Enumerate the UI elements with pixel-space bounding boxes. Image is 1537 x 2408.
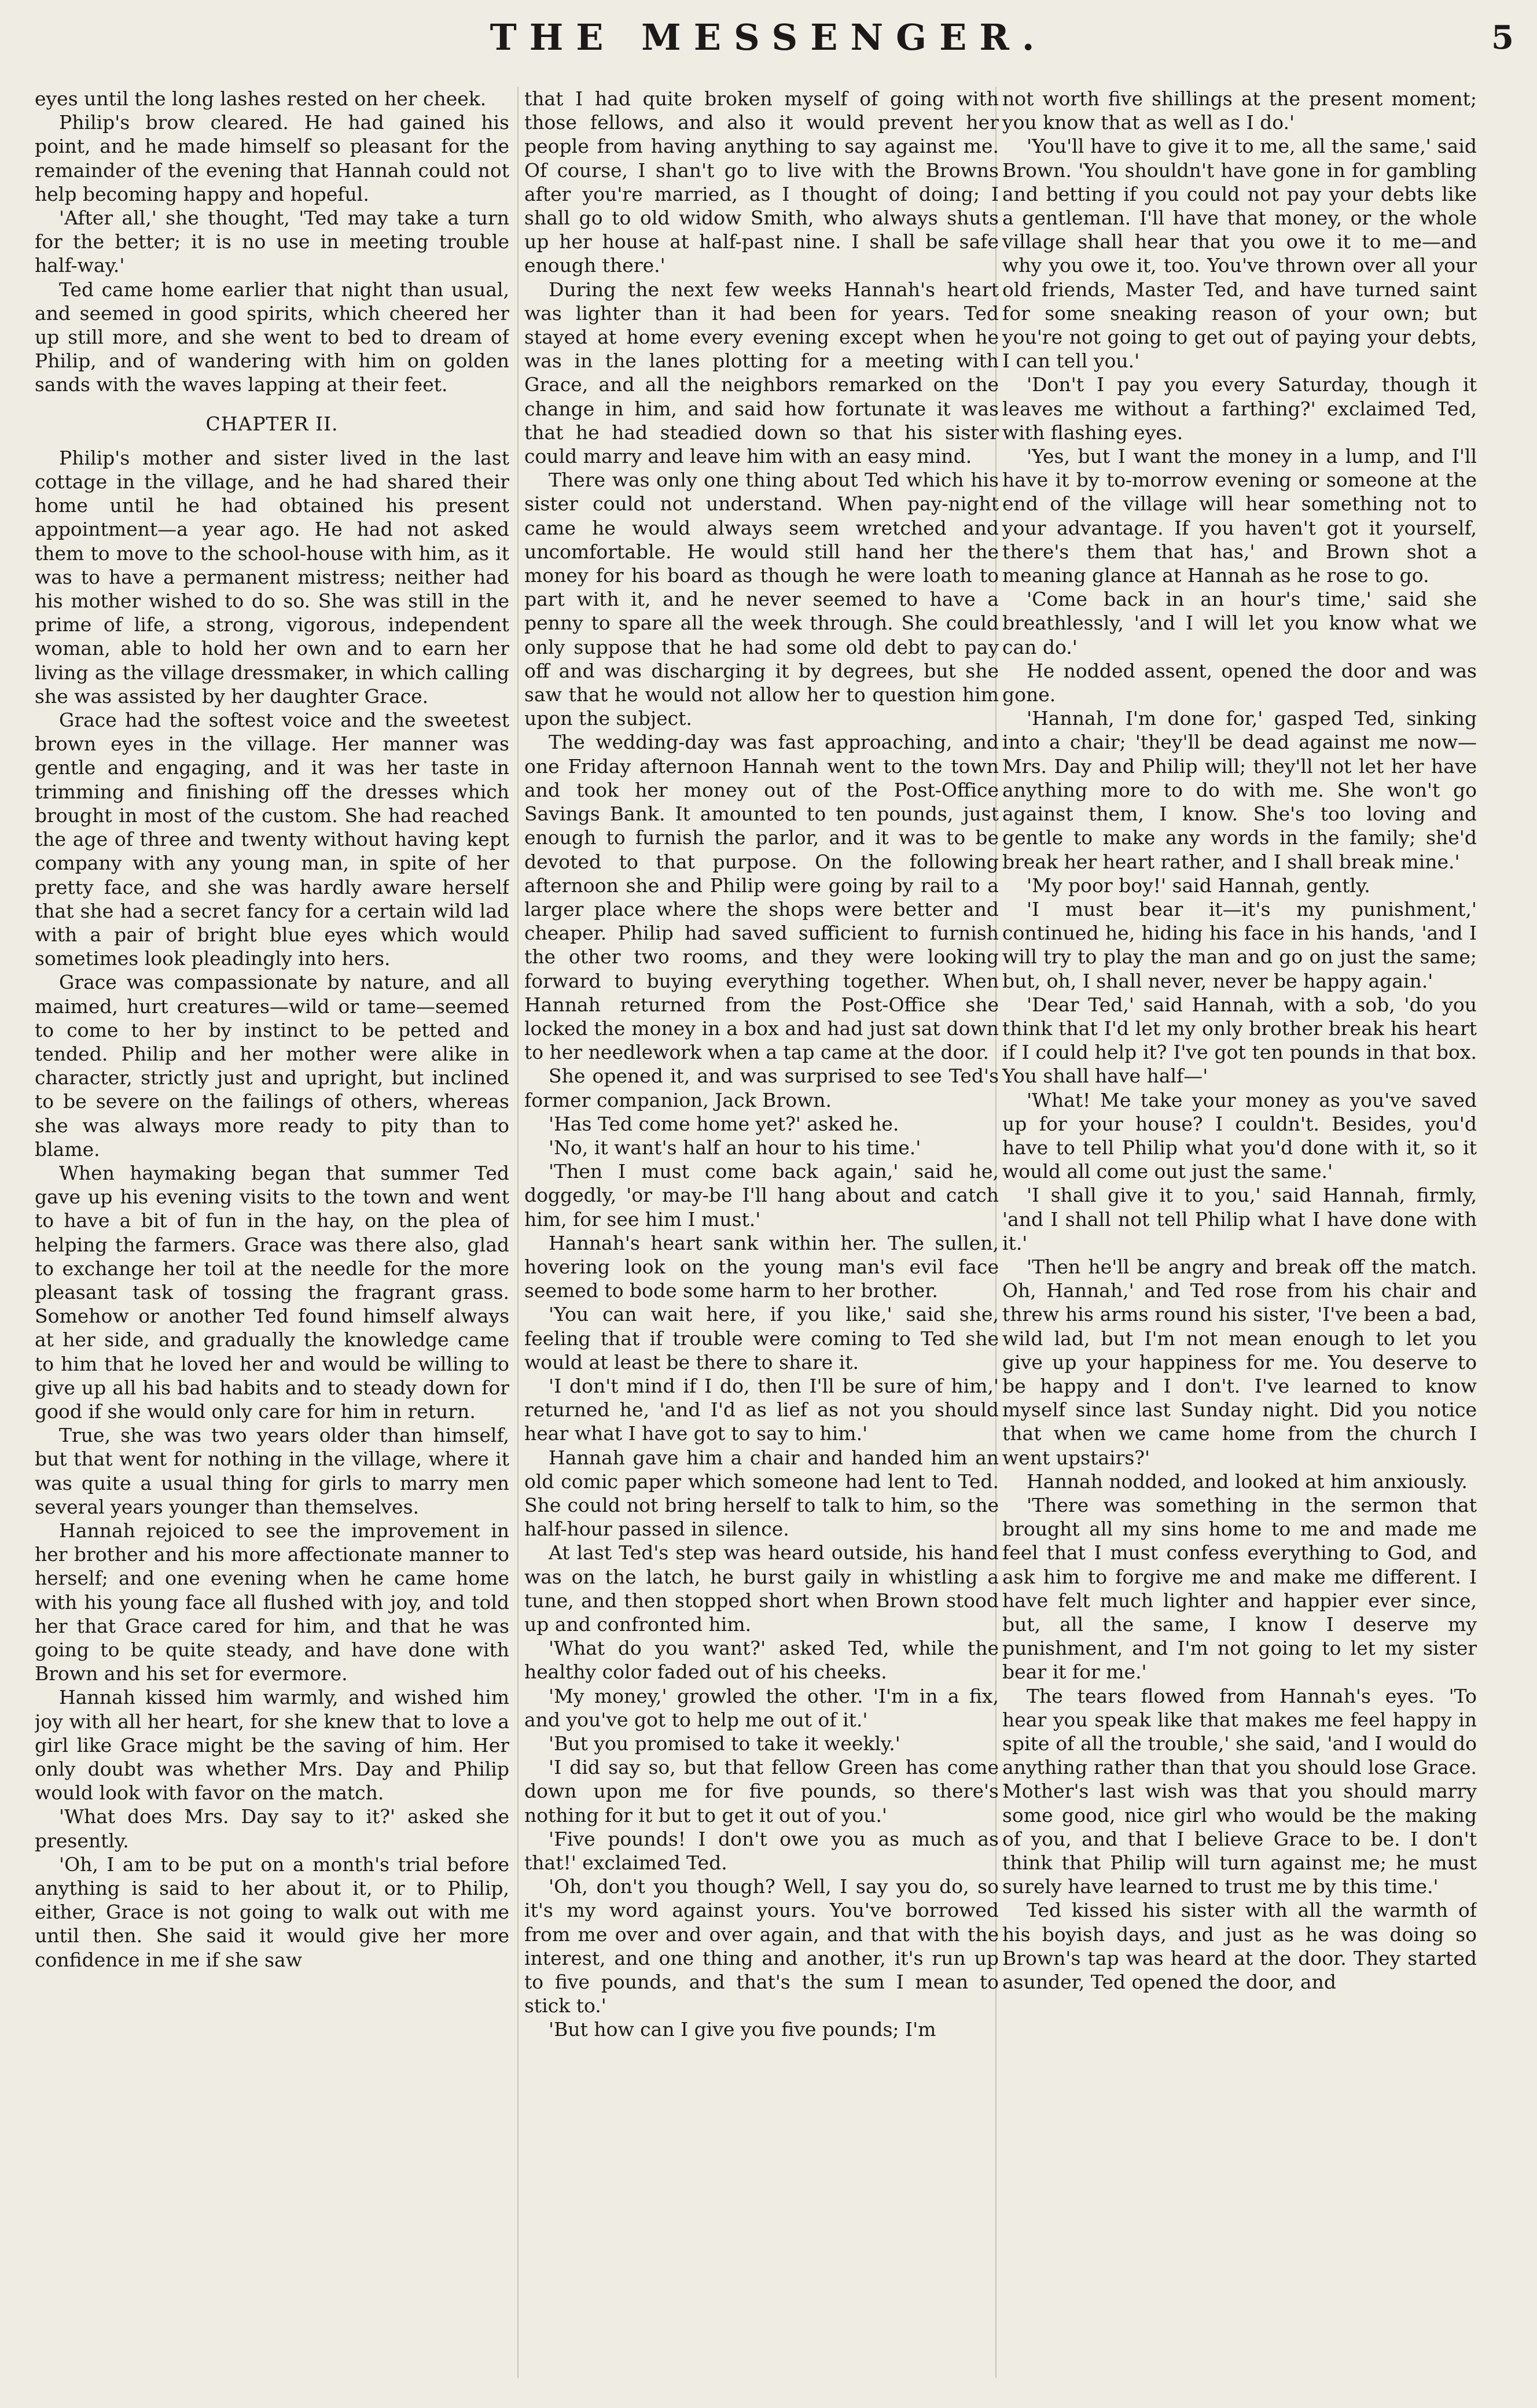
paragraph: The tears flowed from Hannah's eyes. 'To hear you speak like that makes me feel happy in spite of all the trouble,' she said, 'and I would do anything rather than that you should lose Grace. Mother's last wish was that you should marry some good, nice girl who would be the making of you, and that I believe Grace to be. I don't think that Philip will turn against me; he must surely have learned to trust me by this time.' <box>1002 1684 1477 1898</box>
paragraph: 'My poor boy!' said Hannah, gently. <box>1027 874 1370 897</box>
text-column-1 <box>35 87 509 2395</box>
paragraph: 'Dear Ted,' said Hannah, with a sob, 'do you think that I'd let my only brother break his heart if I could help it? I've got ten pounds in that box. You shall have half—' <box>1002 993 1477 1088</box>
masthead <box>0 16 1537 74</box>
paragraph: 'What do you want?' asked Ted, while the healthy color faded out of his cheeks. <box>524 1637 999 1684</box>
paragraph: not worth five shillings at the present moment; you know that as well as I do.' <box>1002 87 1477 134</box>
paragraph: There was only one thing about Ted which his sister could not understand. When pay-night came he would always seem wretched and uncomfortable. He would still hand her the money for his board as though he were loath to part with it, and he never seemed to have a penny to spare all the week through. She could only suppose that he had some old debt to pay off and was discharging it by degrees, but she saw that he would not allow her to question him upon the subject. <box>524 469 999 730</box>
paragraph: eyes until the long lashes rested on her cheek. <box>35 87 487 110</box>
paragraph: Ted came home earlier that night than usual, and seemed in good spirits, which cheered her up still more, and she went to bed to dream of Philip, and of wandering with him on golden sands with the waves lapping at their feet. <box>35 278 509 396</box>
paragraph: 'Oh, I am to be put on a month's trial before anything is said to her about it, or to Philip, either, Grace is not going to walk out with me until then. She said it would give her more confidence in me if she saw <box>35 1853 509 1971</box>
paragraph: Hannah nodded, and looked at him anxiously. <box>1027 1470 1468 1493</box>
paragraph: Hannah gave him a chair and handed him an old comic paper which someone had lent to Ted. She could not bring herself to talk to him, so the half-hour passed in silence. <box>524 1446 999 1541</box>
paragraph: 'Then I must come back again,' said he, doggedly, 'or may-be I'll hang about and catch him, for see him I must.' <box>524 1160 999 1231</box>
paragraph: 'Then he'll be angry and break off the match. Oh, Hannah,' and Ted rose from his chair and threw his arms round his sister, 'I've been a bad, wild lad, but I'm not mean enough to let you give up your happiness for me. You deserve to be happy and I don't. I've learned to know myself since last Sunday night. Did you notice that when we came home from the church I went upstairs?' <box>1002 1255 1477 1469</box>
paragraph: 'I don't mind if I do, then I'll be sure of him,' returned he, 'and I'd as lief as not you should hear what I have got to say to him.' <box>524 1374 999 1445</box>
paragraph: 'But how can I give you five pounds; I'm <box>549 2018 936 2041</box>
paragraph: 'Yes, but I want the money in a lump, and I'll have it by to-morrow evening or someone at the end of the village will hear something not to your advantage. If you haven't got it yourself, there's them that has,' and Brown shot a meaning glance at Hannah as he rose to go. <box>1002 445 1477 587</box>
paragraph: 'Oh, don't you though? Well, I say you do, so it's my word against yours. You've borrowed from me over and over again, and that with the interest, and one thing and another, it's run up to five pounds, and that's the sum I mean to stick to.' <box>524 1875 999 2017</box>
paragraph: 'But you promised to take it weekly.' <box>549 1732 900 1755</box>
column-divider <box>517 87 519 2378</box>
paragraph: Hannah's heart sank within her. The sullen, hovering look on the young man's evil face seemed to bode some harm to her brother. <box>524 1231 999 1302</box>
paragraph: True, she was two years older than himself, but that went for nothing in the village, where it was quite a usual thing for girls to marry men several years younger than themselves. <box>35 1424 509 1518</box>
paragraph: 'I shall give it to you,' said Hannah, firmly, 'and I shall not tell Philip what I have done with it.' <box>1002 1184 1477 1254</box>
paragraph: 'I did say so, but that fellow Green has come down upon me for five pounds, so there's nothing for it but to get it out of you.' <box>524 1756 999 1827</box>
text-column-2 <box>524 87 999 2395</box>
paragraph: that I had quite broken myself of going with those fellows, and also it would prevent her people from having anything to say against me. Of course, I shan't go to live with the Browns after you're married, as I thought of doing; I shall go to old widow Smith, who always shuts up her house at half-past nine. I shall be safe enough there.' <box>524 87 999 277</box>
paragraph: 'Come back in an hour's time,' said she breathlessly, 'and I will let you know what we can do.' <box>1002 588 1477 658</box>
paragraph: Hannah rejoiced to see the improvement in her brother and his more affectionate manner to herself; and one evening when he came home with his young face all flushed with joy, and told her that Grace cared for him, and that he was going to be quite steady, and have done with Brown and his set for evermore. <box>35 1519 509 1685</box>
paragraph: 'Five pounds! I don't owe you as much as that!' exclaimed Ted. <box>524 1827 999 1875</box>
chapter-heading: CHAPTER II. <box>205 412 339 435</box>
paragraph: She opened it, and was surprised to see Ted's former companion, Jack Brown. <box>524 1065 999 1111</box>
paragraph: Grace had the softest voice and the sweetest brown eyes in the village. Her manner was gentle and engaging, and it was her taste in trimming and finishing off the dresses which brought in most of the custom. She had reached the age of three and twenty without having kept company with any young man, in spite of her pretty face, and she was hardly aware herself that she had a secret fancy for a certain wild lad with a pair of bright blue eyes which would sometimes look pleadingly into hers. <box>35 709 509 970</box>
paragraph: The wedding-day was fast approaching, and one Friday afternoon Hannah went to the town and took her money out of the Post-Office Savings Bank. It amounted to ten pounds, just enough to furnish the parlor, and it was to be devoted to that purpose. On the following afternoon she and Philip were going by rail to a larger place where the shops were better and cheaper. Philip had saved sufficient to furnish the other two rooms, and they were looking forward to buying everything together. When Hannah returned from the Post-Office she locked the money in a box and had just sat down to her needlework when a tap came at the door. <box>524 731 999 1064</box>
newspaper-title: THE MESSENGER. <box>490 16 1047 58</box>
paragraph: 'Don't I pay you every Saturday, though it leaves me without a farthing?' exclaimed Ted, with flashing eyes. <box>1002 373 1477 444</box>
page-number: 5 <box>1491 19 1514 57</box>
paragraph: He nodded assent, opened the door and was gone. <box>1002 659 1477 706</box>
paragraph: Ted kissed his sister with all the warmth of his boyish days, and just as he was doing so Brown's tap was heard at the door. They started asunder, Ted opened the door, and <box>1002 1899 1477 1994</box>
paragraph: At last Ted's step was heard outside, his hand was on the latch, he burst gaily in whistling a tune, and then stopped short when Brown stood up and confronted him. <box>524 1541 999 1636</box>
paragraph: When haymaking began that summer Ted gave up his evening visits to the town and went to have a bit of fun in the hay, on the plea of helping the farmers. Grace was there also, glad to exchange her toil at the needle for the more pleasant task of tossing the fragrant grass. Somehow or another Ted found himself always at her side, and gradually the knowledge came to him that he loved her and would be willing to give up all his bad habits and to steady down for good if she would only care for him in return. <box>35 1161 509 1423</box>
paragraph: 'What does Mrs. Day say to it?' asked she presently. <box>35 1805 509 1852</box>
paragraph: Philip's brow cleared. He had gained his point, and he made himself so pleasant for the remainder of the evening that Hannah could not help becoming happy and hopeful. <box>35 111 509 205</box>
paragraph: 'No, it want's half an hour to his time.' <box>549 1136 921 1159</box>
paragraph: 'I must bear it—it's my punishment,' continued he, hiding his face in his hands, 'and I will try to play the man and go on just the same; but, oh, I shall never, never be happy again.' <box>1002 897 1477 992</box>
paragraph: Hannah kissed him warmly, and wished him joy with all her heart, for she knew that to love a girl like Grace might be the saving of him. Her only doubt was whether Mrs. Day and Philip would look with favor on the match. <box>35 1686 509 1805</box>
paragraph: 'Hannah, I'm done for,' gasped Ted, sinking into a chair; 'they'll be dead against me now—Mrs. Day and Philip will; they'll not let her have anything more to do with me. She won't go against them, I know. She's too loving and gentle to make any words in the family; she'd break her heart rather, and I shall break mine.' <box>1002 707 1477 873</box>
paragraph: 'What! Me take your money as you've saved up for your house? I couldn't. Besides, you'd have to tell Philip what you'd done with it, so it would all come out just the same.' <box>1002 1088 1477 1183</box>
paragraph: Grace was compassionate by nature, and all maimed, hurt creatures—wild or tame—seemed to come to her by instinct to be petted and tended. Philip and her mother were alike in character, strictly just and upright, but inclined to be severe on the failings of others, whereas she was always more ready to pity than to blame. <box>35 971 509 1161</box>
paragraph: 'You can wait here, if you like,' said she, feeling that if trouble were coming to Ted she would at least be there to share it. <box>524 1303 999 1374</box>
paragraph: During the next few weeks Hannah's heart was lighter than it had been for years. Ted stayed at home every evening except when he was in the lanes plotting for a meeting with Grace, and all the neighbors remarked on the change in him, and said how fortunate it was that he had steadied down so that his sister could marry and leave him with an easy mind. <box>524 278 999 468</box>
text-column-3 <box>1002 87 1477 2395</box>
paragraph: 'You'll have to give it to me, all the same,' said Brown. 'You shouldn't have gone in for gambling and betting if you could not pay your debts like a gentleman. I'll have that money, or the whole village shall hear that you owe it to me—and why you owe it, too. You've thrown over all your old friends, Master Ted, and have turned saint for some sneaking reason of your own; but you're not going to get out of paying your debts, I can tell you.' <box>1002 135 1477 373</box>
paragraph: 'There was something in the sermon that brought all my sins home to me and made me feel that I must confess everything to God, and ask him to forgive me and make me different. I have felt much lighter and happier ever since, but, all the same, I know I deserve my punishment, and I'm not going to let my sister bear it for me.' <box>1002 1493 1477 1684</box>
paragraph: Philip's mother and sister lived in the last cottage in the village, and he had shared their home until he had obtained his present appointment—a year ago. He had not asked them to move to the school-house with him, as it was to have a permanent mistress; neither had his mother wished to do so. She was still in the prime of life, a strong, vigorous, independent woman, able to hold her own and to earn her living as the village dressmaker, in which calling she was assisted by her daughter Grace. <box>35 446 509 708</box>
paragraph: 'Has Ted come home yet?' asked he. <box>549 1112 899 1135</box>
paragraph: 'After all,' she thought, 'Ted may take a turn for the better; it is no use in meeting trouble half-way.' <box>35 207 509 277</box>
paragraph: 'My money,' growled the other. 'I'm in a fix, and you've got to help me out of it.' <box>524 1684 999 1731</box>
